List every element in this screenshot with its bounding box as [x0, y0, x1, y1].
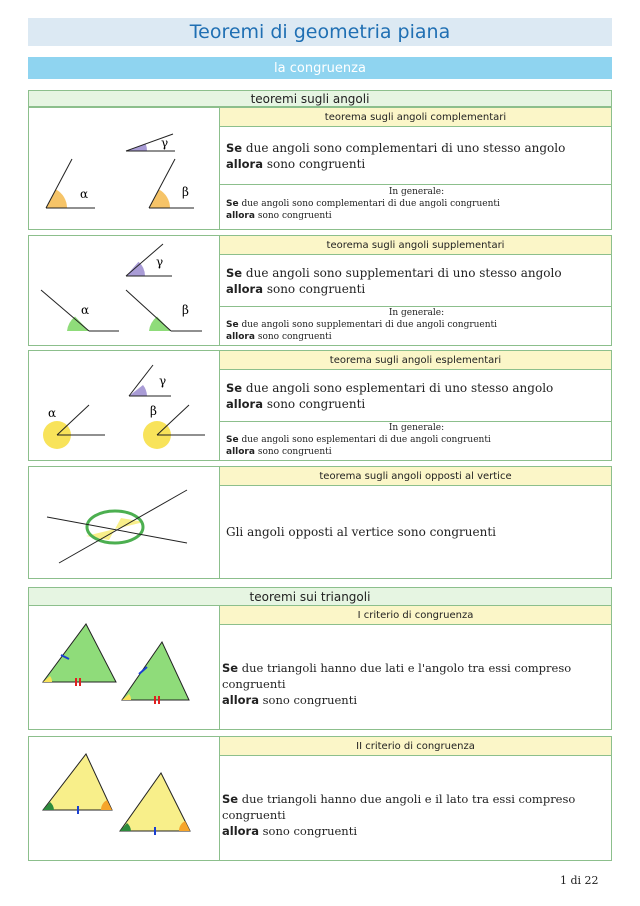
theorem-statement: Se due triangoli hanno due lati e l'angolo tra essi compreso congruenti allora sono congruenti	[222, 661, 572, 707]
section-title: la congruenza	[274, 60, 366, 76]
theorem-heading: teorema sugli angoli supplementari	[220, 236, 611, 255]
document-title-bar	[28, 18, 612, 46]
theorem-statement: Se due triangoli hanno due angoli e il lato tra essi compreso congruenti allora sono congruenti	[222, 792, 576, 838]
figure-complementari	[29, 108, 220, 229]
theorem-esplementari	[28, 350, 612, 461]
theorem-general: In generale: Se due angoli sono complementari di due angoli congruenti allora sono congruenti	[226, 187, 500, 221]
theorem-statement: Se due angoli sono esplementari di uno stesso angolo allora sono congruenti	[226, 381, 554, 411]
theorem-heading: I criterio di congruenza	[220, 606, 611, 625]
theorem-opposti-vertice	[28, 466, 612, 579]
theorem-heading: teorema sugli angoli opposti al vertice	[220, 467, 611, 486]
figure-esplementari	[29, 351, 220, 460]
figure-opposti-vertice	[29, 467, 220, 578]
vertical-angles-diagram	[29, 467, 220, 580]
group-header-angoli	[28, 90, 612, 107]
beta-label: β	[182, 185, 189, 199]
angles-diagram	[29, 351, 220, 462]
beta-label: β	[150, 404, 157, 418]
theorem-criterio-2	[28, 736, 612, 861]
theorem-heading: teorema sugli angoli esplementari	[220, 351, 611, 370]
triangles-diagram	[29, 606, 220, 731]
group-title: teoremi sui triangoli	[249, 589, 371, 604]
theorem-general: In generale: Se due angoli sono esplementari di due angoli congruenti allora sono congruenti	[226, 423, 491, 457]
theorem-statement: Se due angoli sono complementari di uno stesso angolo allora sono congruenti	[226, 141, 566, 171]
angles-diagram	[29, 108, 220, 231]
gamma-label: γ	[159, 374, 167, 388]
figure-criterio-1	[29, 606, 220, 729]
group-header-triangoli	[28, 587, 612, 606]
theorem-heading: II criterio di congruenza	[220, 737, 611, 756]
figure-supplementari	[29, 236, 220, 345]
gamma-label: γ	[161, 136, 169, 150]
theorem-complementari	[28, 107, 612, 230]
section-header	[28, 57, 612, 79]
angles-diagram	[29, 236, 220, 347]
alpha-label: α	[80, 187, 89, 201]
theorem-heading: teorema sugli angoli complementari	[220, 108, 611, 127]
beta-label: β	[182, 303, 189, 317]
document-title: Teoremi di geometria piana	[189, 21, 451, 43]
theorem-statement: Gli angoli opposti al vertice sono congruenti	[226, 525, 496, 539]
gamma-label: γ	[156, 255, 164, 269]
alpha-label: α	[48, 406, 57, 420]
triangles-diagram	[29, 737, 220, 862]
theorem-criterio-1	[28, 605, 612, 730]
theorem-statement: Se due angoli sono supplementari di uno stesso angolo allora sono congruenti	[226, 266, 562, 296]
group-title: teoremi sugli angoli	[250, 91, 370, 106]
theorem-general: In generale: Se due angoli sono supplementari di due angoli congruenti allora sono congruenti	[226, 308, 498, 342]
theorem-supplementari	[28, 235, 612, 346]
page-number: 1 di 22	[560, 874, 599, 887]
alpha-label: α	[81, 303, 90, 317]
figure-criterio-2	[29, 737, 220, 860]
